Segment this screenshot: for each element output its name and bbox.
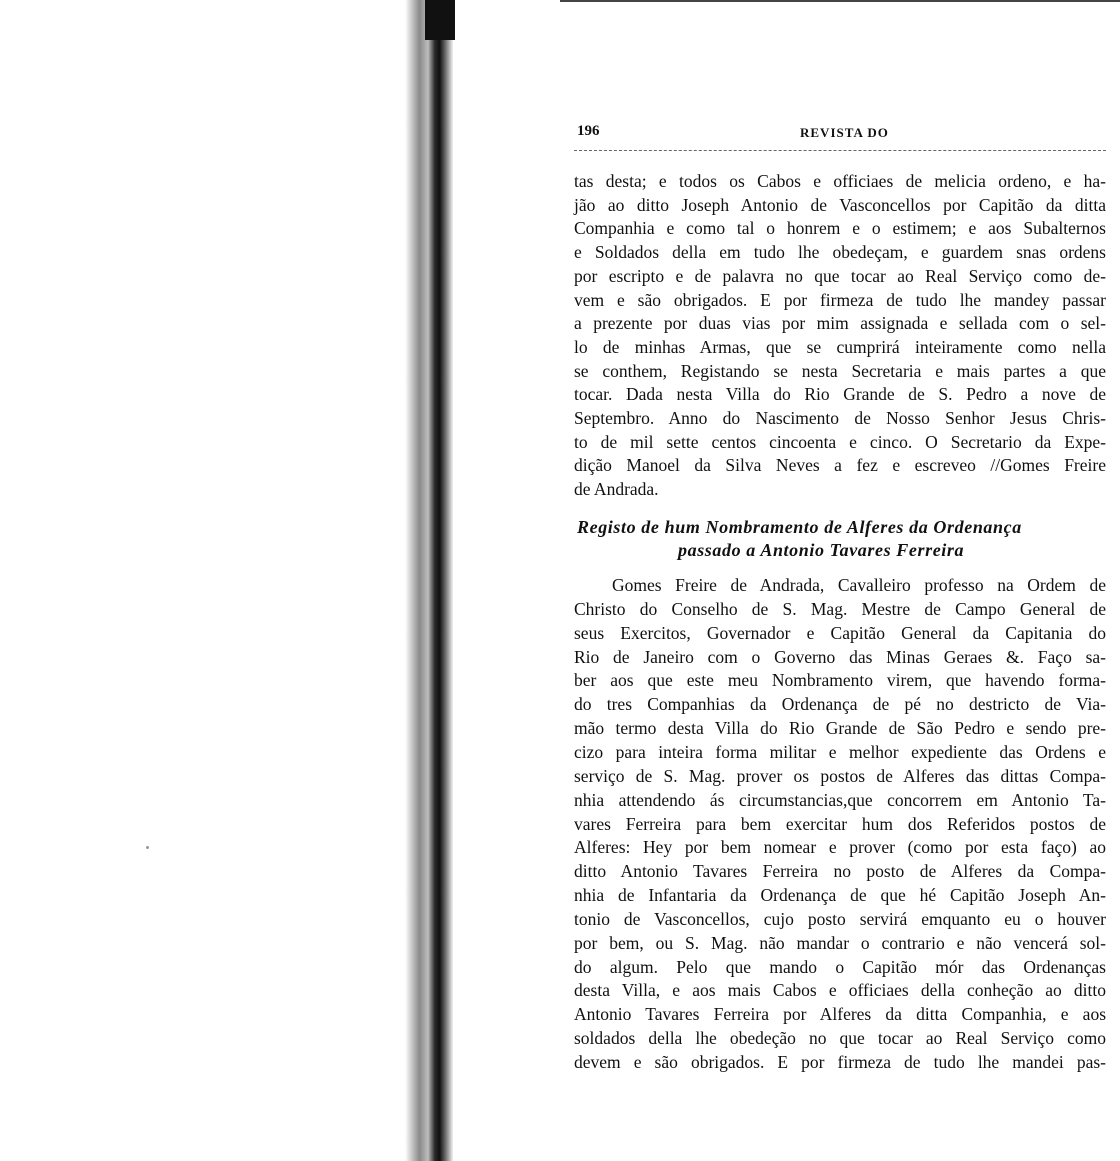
text-line: do tres Companhias da Ordenança de pé no destricto de Via- [574, 694, 1106, 715]
page-top-edge [560, 0, 1120, 2]
text-line: tas desta; e todos os Cabos e officiaes de melicia ordeno, e ha- [574, 171, 1106, 191]
text-line: soldados della lhe obedeção no que tocar ao Real Serviço como [574, 1028, 1106, 1049]
text-line: a prezente por duas vias por mim assignada e sellada com o sel- [574, 313, 1106, 334]
text-line: Christo do Conselho de S. Mag. Mestre de Campo General de [574, 598, 1106, 619]
text-line: se conthem, Registando se nesta Secretaria e mais partes a que [574, 360, 1106, 381]
text-line: cizo para inteira forma militar e melhor expediente das Ordens e [574, 741, 1106, 762]
text-line: vem e são obrigados. E por firmeza de tudo lhe mandey passar [574, 289, 1106, 310]
text-line: vares Ferreira para bem exercitar hum dos Referidos postos de [574, 813, 1106, 834]
text-line: lo de minhas Armas, que se cumprirá inteiramente como nella [574, 336, 1106, 357]
book-spine-top [425, 0, 455, 40]
section-heading-line-1: Registo de hum Nombramento de Alferes da Ordenança [577, 517, 1022, 537]
text-line: seus Exercitos, Governador e Capitão General da Capitania do [574, 622, 1106, 643]
text-line: tonio de Vasconcellos, cujo posto servirá emquanto eu o houver [574, 908, 1106, 929]
page-number: 196 [577, 123, 600, 139]
text-line: nhia de Infantaria da Ordenança de que hé Capitão Joseph An- [574, 885, 1106, 906]
header-rule [574, 150, 1106, 151]
book-spine-shadow [405, 0, 453, 1161]
text-line: Rio de Janeiro com o Governo das Minas Geraes &. Faço sa- [574, 646, 1106, 667]
text-line: serviço de S. Mag. prover os postos de Alferes das dittas Compa- [574, 765, 1106, 786]
text-line: e Soldados della em tudo lhe obedeçam, e guardem snas ordens [574, 242, 1106, 263]
text-line: mão termo desta Villa do Rio Grande de São Pedro e sendo pre- [574, 718, 1106, 739]
text-line: tocar. Dada nesta Villa do Rio Grande de S. Pedro a nove de [574, 384, 1106, 405]
text-line: devem e são obrigados. E por firmeza de tudo lhe mandei pas- [574, 1052, 1106, 1072]
text-line: Antonio Tavares Ferreira por Alferes da ditta Companhia, e aos [574, 1004, 1106, 1025]
text-line: Gomes Freire de Andrada, Cavalleiro professo na Ordem de [612, 575, 1106, 595]
text-line: nhia attendendo ás circumstancias,que concorrem em Antonio Ta- [574, 789, 1106, 810]
scan-speck [146, 846, 149, 849]
text-line: ber aos que este meu Nombramento virem, que havendo forma- [574, 670, 1106, 691]
text-line: de Andrada. [574, 479, 659, 500]
text-line: Companhia e como tal o honrem e o estimem; e aos Subalternos [574, 218, 1106, 239]
text-line: ditto Antonio Tavares Ferreira no posto de Alferes da Compa- [574, 861, 1106, 882]
text-line: to de mil sette centos cincoenta e cinco. O Secretario da Expe- [574, 431, 1106, 452]
running-head: REVISTA DO [800, 125, 889, 140]
text-line: jão ao ditto Joseph Antonio de Vasconcellos por Capitão da ditta [574, 194, 1106, 215]
text-line: por escripto e de palavra no que tocar ao Real Serviço como de- [574, 265, 1106, 286]
text-line: do algum. Pelo que mando o Capitão mór das Ordenanças [574, 956, 1106, 977]
text-line: desta Villa, e aos mais Cabos e officiaes della conheção ao ditto [574, 980, 1106, 1001]
text-line: Septembro. Anno do Nascimento de Nosso Senhor Jesus Chris- [574, 408, 1106, 428]
text-line: Alferes: Hey por bem nomear e prover (como por esta faço) ao [574, 837, 1106, 858]
section-heading-line-2: passado a Antonio Tavares Ferreira [678, 540, 965, 560]
text-line: por bem, ou S. Mag. não mandar o contrario e não vencerá sol- [574, 932, 1106, 953]
text-line: dição Manoel da Silva Neves a fez e escreveo //Gomes Freire [574, 455, 1106, 476]
